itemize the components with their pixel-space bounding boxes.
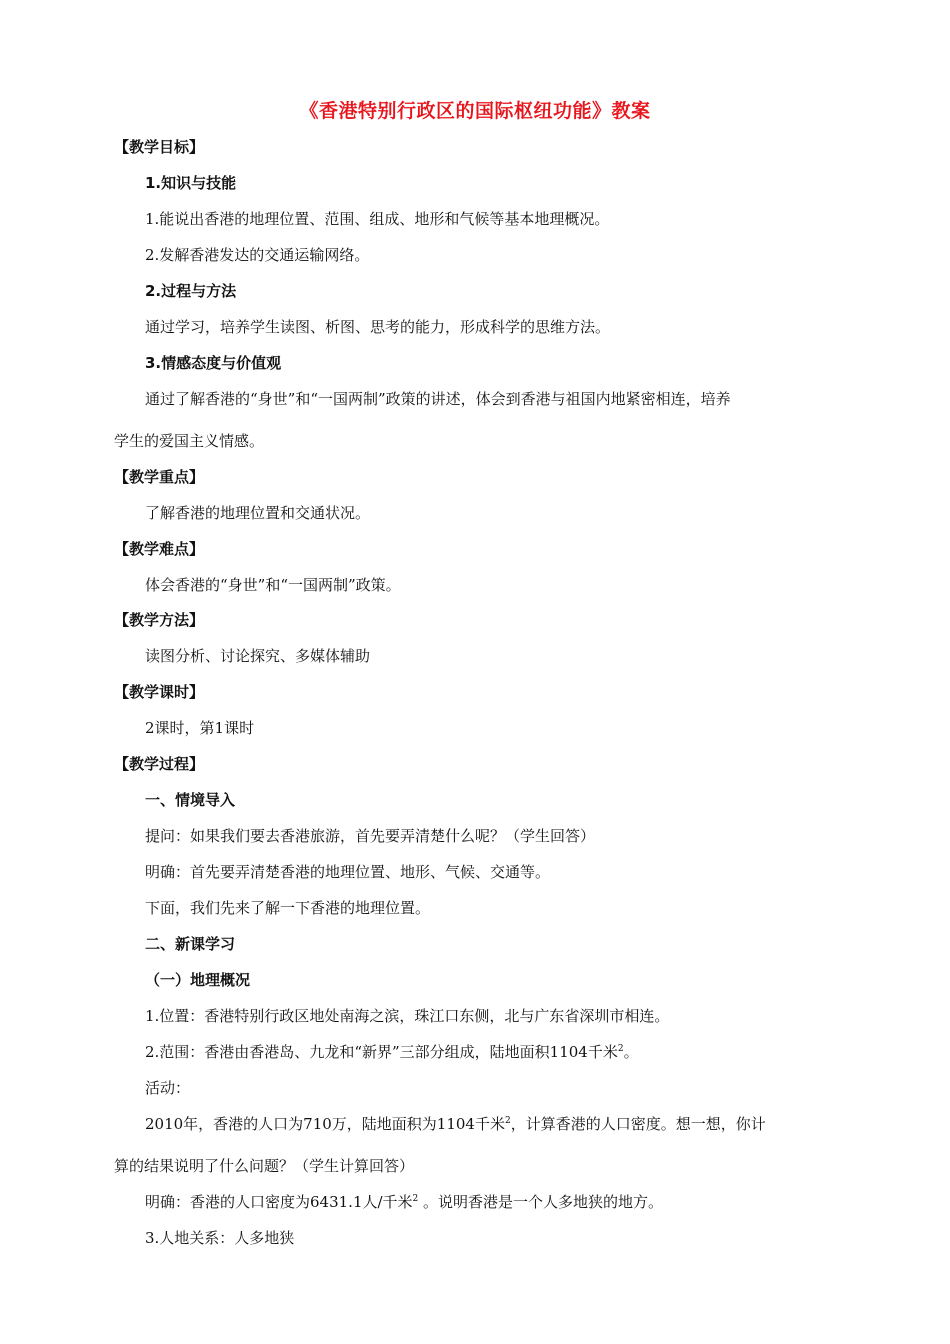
goal3-text-line2: 学生的爱国主义情感。 — [114, 432, 265, 450]
intro-next: 下面，我们先来了解一下香港的地理位置。 — [145, 899, 431, 917]
new-lesson-heading: 二、新课学习 — [145, 935, 236, 953]
goal2-text: 通过学习，培养学生读图、析图、思考的能力，形成科学的思维方法。 — [145, 318, 611, 336]
method-heading: 【教学方法】 — [114, 611, 205, 629]
document-title: 《香港特别行政区的国际枢纽功能》教案 — [299, 100, 651, 122]
key-text: 了解香港的地理位置和交通状况。 — [145, 504, 371, 522]
intro-heading: 一、情境导入 — [145, 791, 236, 809]
goal1-item1: 1.能说出香港的地理位置、范围、组成、地形和气候等基本地理概况。 — [145, 210, 610, 228]
activity-text-b: ，计算香港的人口密度。想一想，你计 — [510, 1115, 766, 1133]
geo-range-end: 。 — [623, 1043, 639, 1061]
key-heading: 【教学重点】 — [114, 468, 205, 486]
activity-label: 活动： — [145, 1079, 191, 1097]
process-heading: 【教学过程】 — [114, 755, 205, 773]
difficulty-heading: 【教学难点】 — [114, 540, 205, 558]
geo-range-text: 2.范围：香港由香港岛、九龙和“新界”三部分组成，陆地面积1104千米 — [145, 1043, 618, 1061]
hours-heading: 【教学课时】 — [114, 683, 205, 701]
superscript-2: 2 — [412, 1194, 419, 1204]
activity-line2: 算的结果说明了什么问题？（学生计算回答） — [114, 1157, 415, 1175]
answer-line — [145, 1192, 663, 1212]
goal3-heading: 3.情感态度与价值观 — [145, 354, 282, 372]
method-text: 读图分析、讨论探究、多媒体辅助 — [145, 647, 371, 665]
answer-text-a: 明确：香港的人口密度为6431.1人/千米 — [145, 1193, 413, 1211]
hours-text: 2课时，第1课时 — [145, 719, 255, 737]
human-land-relation: 3.人地关系：人多地狭 — [145, 1229, 295, 1247]
superscript-2: 2 — [504, 1116, 511, 1126]
difficulty-text: 体会香港的“身世”和“一国两制”政策。 — [145, 576, 401, 594]
goals-heading: 【教学目标】 — [114, 138, 205, 156]
geo-location: 1.位置：香港特别行政区地处南海之滨，珠江口东侧，北与广东省深圳市相连。 — [145, 1007, 670, 1025]
goal3-text-line1: 通过了解香港的“身世”和“一国两制”政策的讲述，体会到香港与祖国内地紧密相连，培养 — [145, 390, 731, 408]
answer-text-b: 。说明香港是一个人多地狭的地方。 — [418, 1193, 664, 1211]
goal1-heading: 1.知识与技能 — [145, 174, 237, 192]
activity-line1 — [145, 1114, 766, 1134]
intro-question: 提问：如果我们要去香港旅游，首先要弄清楚什么呢？（学生回答） — [145, 827, 596, 845]
activity-text-a: 2010年，香港的人口为710万，陆地面积为1104千米 — [145, 1115, 505, 1133]
superscript-2: 2 — [617, 1044, 624, 1054]
geo-overview-heading: （一）地理概况 — [145, 971, 251, 989]
goal1-item2: 2.发解香港发达的交通运输网络。 — [145, 246, 370, 264]
geo-range — [145, 1042, 639, 1062]
goal2-heading: 2.过程与方法 — [145, 282, 237, 300]
intro-answer: 明确：首先要弄清楚香港的地理位置、地形、气候、交通等。 — [145, 863, 551, 881]
